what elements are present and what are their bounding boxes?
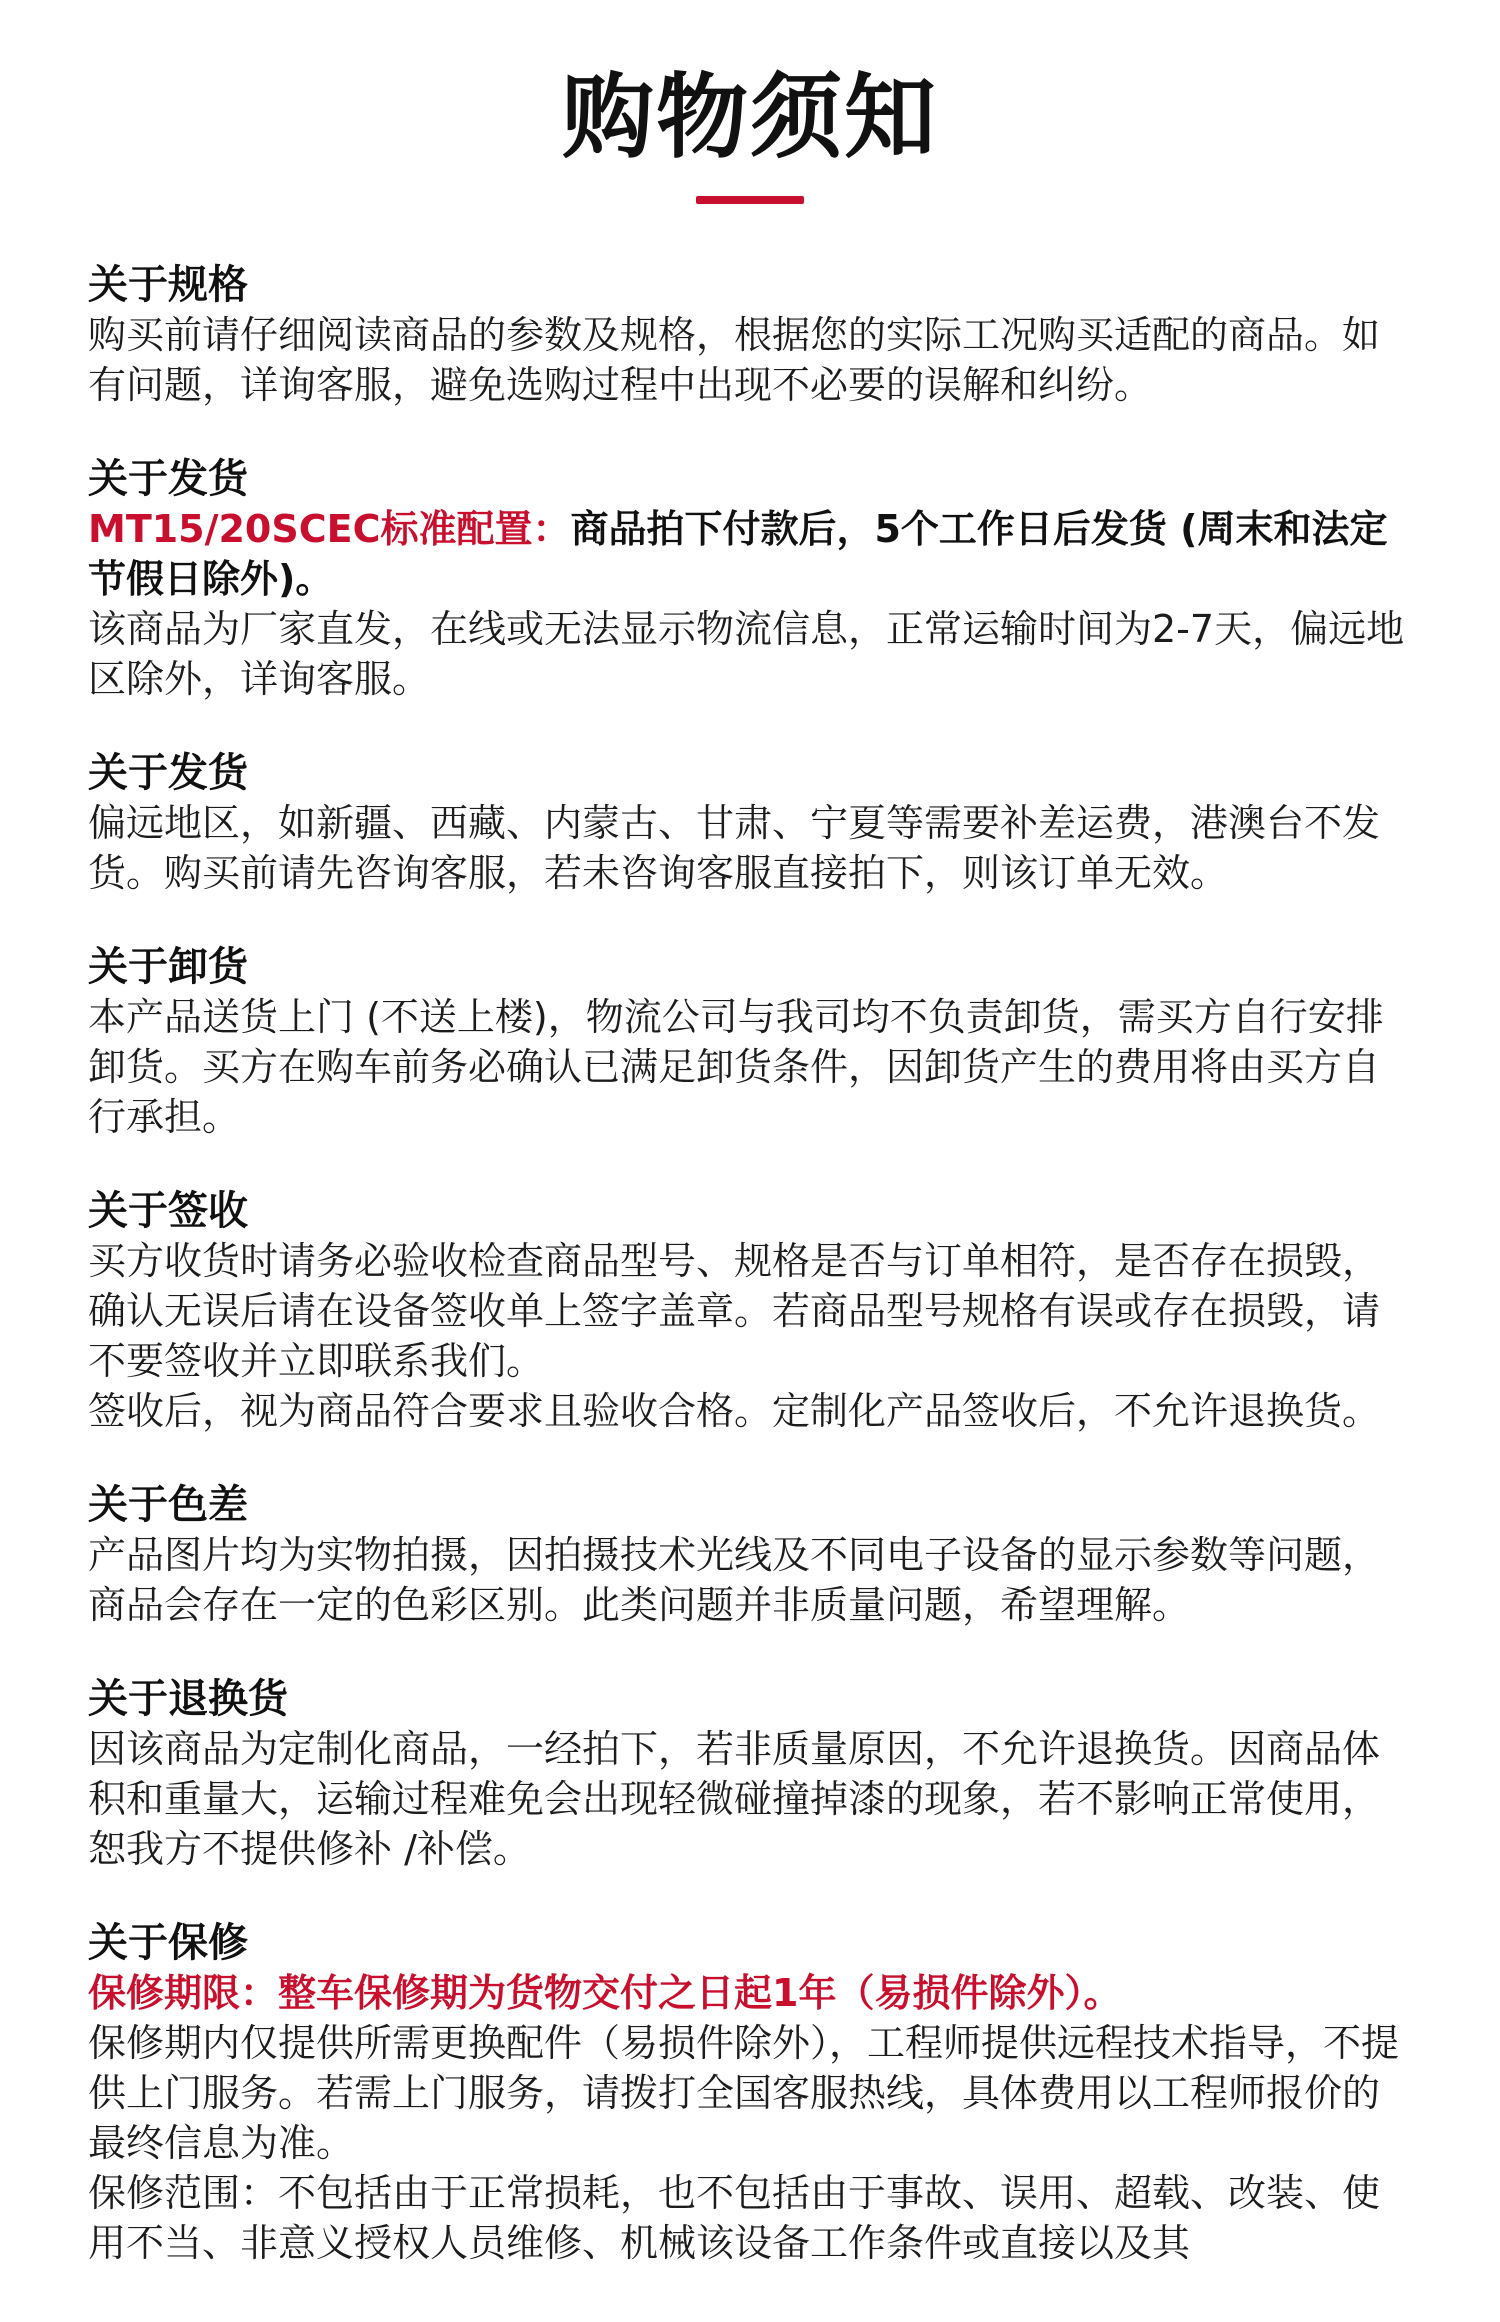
section-shipping-remote: [88, 748, 1412, 898]
section-heading: 关于签收: [88, 1188, 248, 1234]
section-warranty: [88, 1918, 1412, 2268]
section-heading: 关于规格: [88, 262, 248, 308]
section-returns: [88, 1674, 1412, 1874]
section-shipping: [88, 454, 1412, 704]
section-heading: 关于卸货: [88, 944, 248, 990]
highlight-red-text: MT15/20SCEC标准配置：: [88, 507, 571, 551]
title-underline: [696, 196, 804, 204]
shipping-highlight: [88, 504, 1412, 604]
section-paragraph: 本产品送货上门 (不送上楼)，物流公司与我司均不负责卸货，需买方自行安排卸货。买方在购车前务必确认已满足卸货条件，因卸货产生的费用将由买方自行承担。: [88, 995, 1384, 1139]
section-paragraph: 保修期内仅提供所需更换配件（易损件除外），工程师提供远程技术指导，不提供上门服务。若需上门服务，请拨打全国客服热线，具体费用以工程师报价的最终信息为准。: [88, 2021, 1400, 2165]
section-heading: 关于退换货: [88, 1676, 288, 1722]
section-paragraph: 因该商品为定制化商品，一经拍下，若非质量原因，不允许退换货。因商品体积和重量大，运输过程难免会出现轻微碰撞掉漆的现象，若不影响正常使用，恕我方不提供修补 /补偿。: [88, 1727, 1381, 1871]
section-paragraph: 买方收货时请务必验收检查商品型号、规格是否与订单相符，是否存在损毁，确认无误后请在设备签收单上签字盖章。若商品型号规格有误或存在损毁，请不要签收并立即联系我们。: [88, 1239, 1381, 1383]
section-specs: [88, 260, 1412, 410]
section-receipt: [88, 1186, 1412, 1436]
warranty-period: [88, 1968, 1412, 2018]
section-heading: 关于保修: [88, 1920, 248, 1966]
highlight-bold-text: 商品拍下付款后，5个工作日后发货 (周末和法定节假日除外)。: [88, 507, 1388, 601]
section-paragraph: 保修范围：不包括由于正常损耗，也不包括由于事故、误用、超载、改装、使用不当、非意义授权人员维修、机械该设备工作条件或直接以及其: [88, 2171, 1381, 2265]
highlight-red-text: 保修期限：整车保修期为货物交付之日起1年（易损件除外）。: [88, 1971, 1122, 2015]
section-paragraph: 偏远地区，如新疆、西藏、内蒙古、甘肃、宁夏等需要补差运费，港澳台不发货。购买前请先咨询客服，若未咨询客服直接拍下，则该订单无效。: [88, 801, 1381, 895]
section-heading: 关于发货: [88, 750, 248, 796]
page-title: 购物须知: [561, 64, 938, 171]
section-paragraph: 购买前请仔细阅读商品的参数及规格，根据您的实际工况购买适配的商品。如有问题，详询客服，避免选购过程中出现不必要的误解和纠纷。: [88, 313, 1381, 407]
section-paragraph: 产品图片均为实物拍摄，因拍摄技术光线及不同电子设备的显示参数等问题，商品会存在一定的色彩区别。此类问题并非质量问题，希望理解。: [88, 1533, 1381, 1627]
section-paragraph: 签收后，视为商品符合要求且验收合格。定制化产品签收后，不允许退换货。: [88, 1389, 1381, 1433]
section-unloading: [88, 942, 1412, 1142]
section-heading: 关于色差: [88, 1482, 248, 1528]
section-color-difference: [88, 1480, 1412, 1630]
notice-sections: [88, 260, 1412, 2268]
section-paragraph: 该商品为厂家直发，在线或无法显示物流信息，正常运输时间为2-7天，偏远地区除外，详询客服。: [88, 607, 1405, 701]
section-heading: 关于发货: [88, 456, 248, 502]
